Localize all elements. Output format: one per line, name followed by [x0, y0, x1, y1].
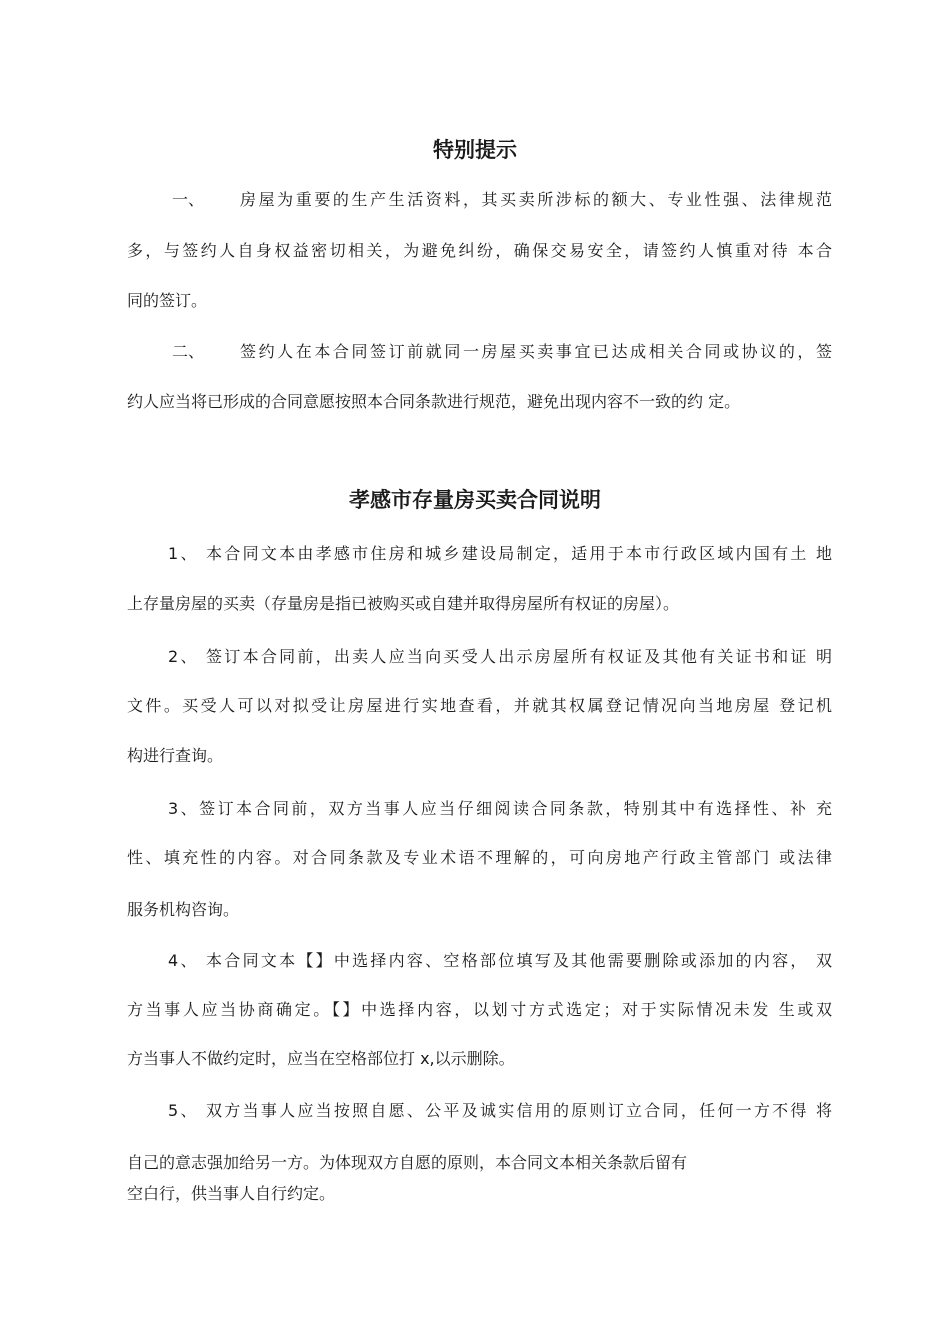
item-5-line-3: 空白行，供当事人自行约定。: [127, 1184, 336, 1203]
notice-2-number: 二、: [172, 342, 205, 361]
item-1-line-2: 上存量房屋的买卖（存量房是指已被购买或自建并取得房屋所有权证的房屋）。: [127, 594, 680, 613]
item-1-line-1: 1、 本合同文本由孝感市住房和城乡建设局制定，适用于本市行政区域内国有土 地: [168, 544, 832, 563]
item-2-line-2: 文件。买受人可以对拟受让房屋进行实地查看，并就其权属登记情况向当地房屋 登记机: [127, 696, 832, 715]
item-4-line-1: 4、 本合同文本【】中选择内容、空格部位填写及其他需要删除或添加的内容， 双: [168, 951, 832, 970]
item-5-line-2: 自己的意志强加给另一方。为体现双方自愿的原则，本合同文本相关条款后留有: [127, 1153, 688, 1172]
notice-2-line-1: 签约人在本合同签订前就同一房屋买卖事宜已达成相关合同或协议的，签: [240, 342, 832, 361]
item-4-line-2: 方当事人应当协商确定。【】中选择内容，以划寸方式选定；对于实际情况未发 生或双: [127, 1000, 832, 1019]
notice-1-line-1: 房屋为重要的生产生活资料，其买卖所涉标的额大、专业性强、法律规范: [240, 190, 832, 209]
contract-explanation-title: 孝感市存量房买卖合同说明: [349, 488, 601, 512]
item-2-line-1: 2、 签订本合同前，出卖人应当向买受人出示房屋所有权证及其他有关证书和证 明: [168, 647, 832, 666]
item-3-line-2: 性、填充性的内容。对合同条款及专业术语不理解的，可向房地产行政主管部门 或法律: [127, 848, 832, 867]
notice-1-line-3: 同的签订。: [127, 291, 208, 310]
item-5-line-1: 5、 双方当事人应当按照自愿、公平及诚实信用的原则订立合同，任何一方不得 将: [168, 1101, 832, 1120]
special-notice-title: 特别提示: [433, 138, 517, 162]
item-3-line-1: 3、签订本合同前，双方当事人应当仔细阅读合同条款，特别其中有选择性、补 充: [168, 799, 832, 818]
item-3-line-3: 服务机构咨询。: [127, 900, 240, 919]
notice-1-line-2: 多，与签约人自身权益密切相关，为避免纠纷，确保交易安全，请签约人慎重对待 本合: [127, 241, 832, 260]
item-2-line-3: 构进行查询。: [127, 746, 224, 765]
notice-2-line-2: 约人应当将已形成的合同意愿按照本合同条款进行规范，避免出现内容不一致的约 定。: [127, 392, 741, 411]
item-4-line-3: 方当事人不做约定时，应当在空格部位打 x,以示删除。: [127, 1049, 515, 1068]
notice-1-number: 一、: [172, 190, 205, 209]
